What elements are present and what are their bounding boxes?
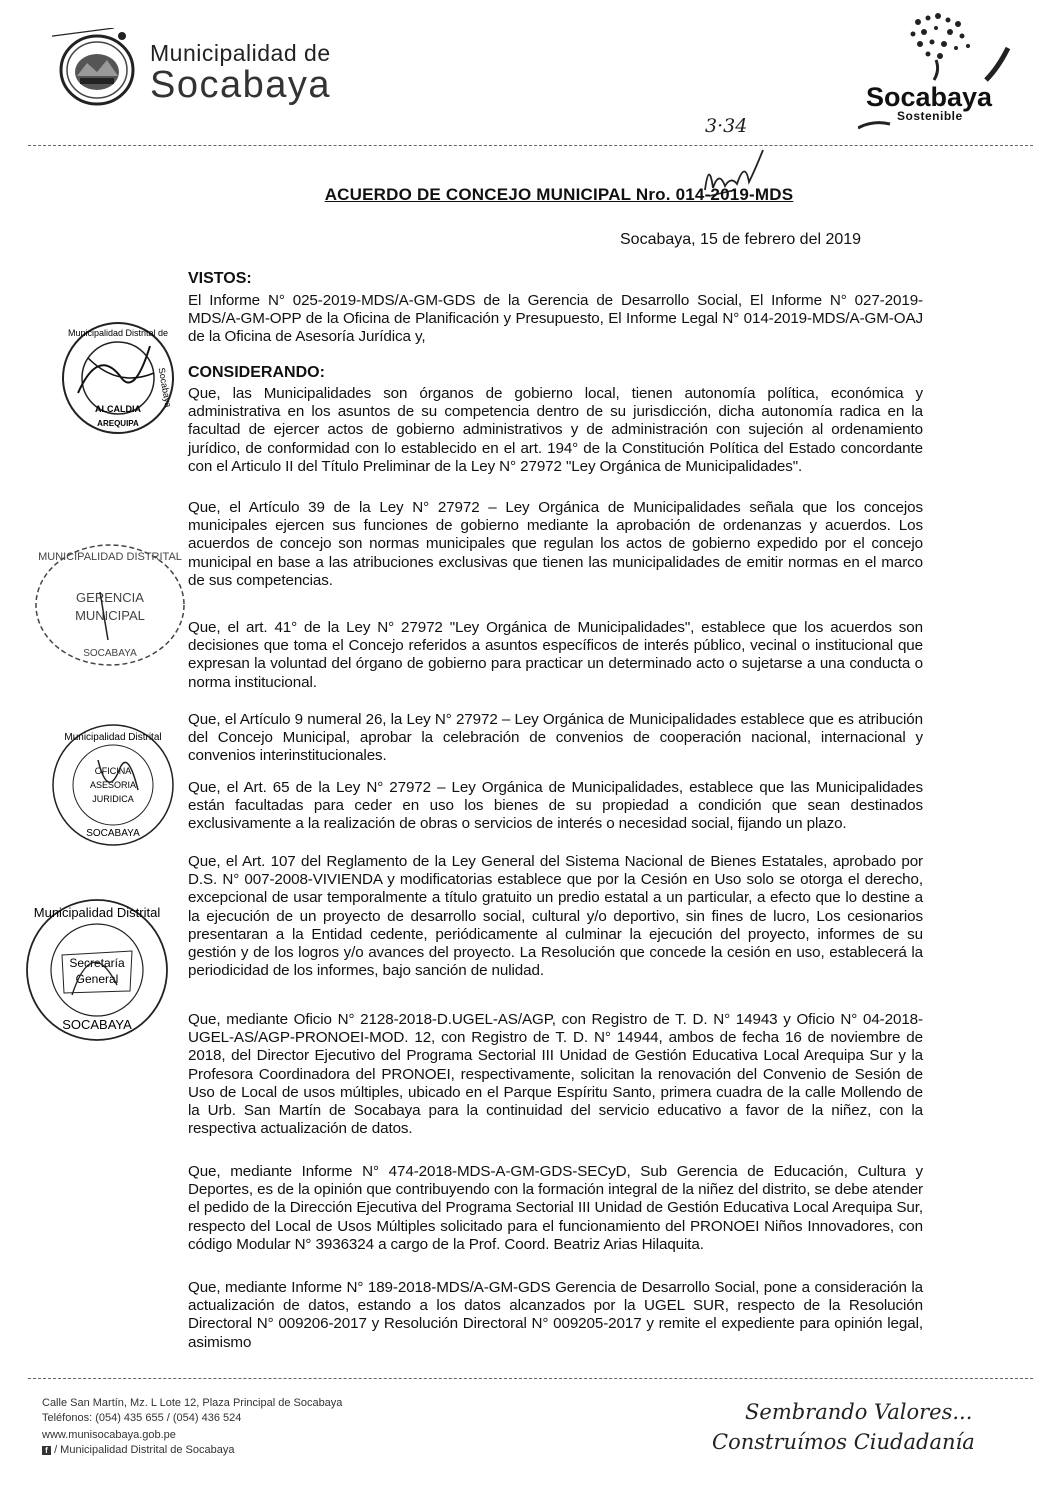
vistos-heading: VISTOS:: [188, 270, 252, 287]
secretaria-general-stamp: [22, 895, 172, 1045]
alcaldia-stamp-ring-text: Municipalidad Distrital de: [67, 328, 169, 338]
alcaldia-stamp-bottom: AREQUIPA: [97, 419, 139, 428]
document-place-date: Socabaya, 15 de febrero del 2019: [620, 231, 862, 248]
gerencia-stamp-center-1: GERENCIA: [76, 590, 144, 605]
footer-address: Calle San Martín, Mz. L Lote 12, Plaza Principal de Socabaya: [42, 1397, 343, 1409]
considerando-heading: CONSIDERANDO:: [188, 364, 325, 381]
considerando-paragraph: Que, las Municipalidades son órganos de gobierno local, tienen autonomía política, económica y administrativa en los asuntos de su competencia dentro de su jurisdicción, dicha autonomía radica en la facultad de ejercer actos de gobierno administrativos y de administración con sujeción al ordenamiento jurídico, de conformidad con lo establecido en el art. 194° de la Constitución Política del Estado concordante con el Articulo II del Título Preliminar de la Ley N° 27972 "Ley Orgánica de Municipalidades".: [188, 385, 923, 475]
municipality-name: Socabaya: [150, 64, 332, 106]
footer-website: www.munisocabaya.gob.pe: [42, 1429, 176, 1441]
asesoria-stamp-center-3: JURIDICA: [92, 794, 134, 804]
municipal-seal-logo: [52, 28, 142, 108]
gerencia-stamp-bottom: SOCABAYA: [83, 648, 137, 659]
secretaria-stamp-center-1: Secretaría: [69, 956, 125, 970]
facebook-icon: f: [42, 1446, 51, 1455]
vistos-text: El Informe N° 025-2019-MDS/A-GM-GDS de la Gerencia de Desarrollo Social, El Informe N° 027-2019-MDS/A-GM-OPP de la Oficina de Planificación y Presupuesto, El Informe Legal N° 014-2019-MDS/A-GM-OAJ de la Oficina de Asesoría Jurídica y,: [188, 292, 923, 346]
gerencia-stamp-ring-text: MUNICIPALIDAD DISTRITAL: [38, 551, 182, 563]
considerando-paragraph: Que, mediante Informe N° 189-2018-MDS/A-GM-GDS Gerencia de Desarrollo Social, pone a consideración la actualización de datos, estando a los datos alcanzados por la UGEL SUR, respecto de la Resolución Directoral N° 009206-2017 y Resolución Directoral N° 009205-2017 y remite el expediente para opinión legal, asimismo: [188, 1279, 923, 1351]
brand-name: Socabaya: [866, 82, 993, 112]
gerencia-municipal-stamp: [30, 540, 190, 670]
considerando-paragraph: Que, mediante Oficio N° 2128-2018-D.UGEL-AS/AGP, con Registro de T. D. N° 14943 y Oficio N° 04-2018-UGEL-AS/AGP-PRONOEI-MOD. 12, con Registro de T. D. N° 14944, ambos de fecha 16 de noviembre de 2018, del Director Ejecutivo del Programa Sectorial III Unidad de Gestión Educativa Local Arequipa Sur y la Profesora Coordinadora del PRONOEI, respectivamente, solicitan la renovación del Convenio de Sesión de Uso de Local de usos múltiples, ubicado en el Parque Espíritu Santo, primera cuadra de la calle Mollendo de la Urb. San Martín de Socabaya para la continuidad del servicio educativo a favor de la niñez, con la respectiva actualización de datos.: [188, 1011, 923, 1138]
asesoria-stamp-center-2: ASESORIA: [89, 780, 137, 790]
footer-divider: [28, 1378, 1033, 1379]
considerando-paragraph: Que, el Artículo 39 de la Ley N° 27972 – Ley Orgánica de Municipalidades señala que los concejos municipales ejercen sus funciones de gobierno mediante la aprobación de ordenanzas y acuerdos. Los acuerdos de concejo son normas municipales que regulan los actos de gobierno expedido por el concejo municipal en base a las atribuciones exclusivas que tienen las municipalidades de emitir normas en el marco de sus competencias.: [188, 499, 923, 589]
alcaldia-stamp-center: ALCALDIA: [95, 404, 141, 414]
secretaria-stamp-ring-text: Municipalidad Distrital: [33, 905, 161, 920]
municipality-prefix: Municipalidad de: [150, 40, 331, 66]
slogan-line-2: Construímos Ciudadanía: [712, 1430, 975, 1454]
document-title: ACUERDO DE CONCEJO MUNICIPAL Nro. 014-2019-MDS: [324, 185, 794, 204]
handwritten-folio-number: 3·34: [705, 115, 748, 137]
asesoria-stamp-bottom: SOCABAYA: [86, 828, 140, 839]
header-divider: [28, 145, 1033, 146]
secretaria-stamp-bottom: SOCABAYA: [62, 1017, 132, 1032]
footer-phones: Teléfonos: (054) 435 655 / (054) 436 524: [42, 1412, 242, 1424]
considerando-paragraph: Que, el art. 41° de la Ley N° 27972 "Ley Orgánica de Municipalidades", establece que los acuerdos son decisiones que toma el Concejo referidos a asuntos específicos de interés público, vecinal o institucional que expresan la voluntad del órgano de gobierno para practicar un determinado acto o sujetarse a una conducta o norma institucional.: [188, 619, 923, 691]
considerando-paragraph: Que, mediante Informe N° 474-2018-MDS-A-GM-GDS-SECyD, Sub Gerencia de Educación, Cultura y Deportes, es de la opinión que contribuyendo con la formación integral de la niñez del distrito, se debe atender el pedido de la Dirección Ejecutiva del Programa Sectorial III Unidad de Gestión Educativa Local Arequipa Sur, respecto del Local de Usos Múltiples solicitado para el funcionamiento del PRONOEI Niños Innovadores, con código Modular N° 3936324 a cargo de la Prof. Coord. Beatriz Arias Hilaquita.: [188, 1163, 923, 1253]
slogan-line-1: Sembrando Valores...: [745, 1400, 973, 1424]
considerando-paragraph: Que, el Artículo 9 numeral 26, la Ley N° 27972 – Ley Orgánica de Municipalidades establece que es atribución del Concejo Municipal, aprobar la celebración de convenios de cooperación nacional, internacional y convenios interinstitucionales.: [188, 711, 923, 765]
gerencia-stamp-center-2: MUNICIPAL: [75, 608, 145, 623]
asesoria-stamp-ring-text: Municipalidad Distrital: [64, 732, 162, 743]
brand-tagline: Sostenible: [897, 109, 963, 123]
footer-social-text: / Municipalidad Distrital de Socabaya: [54, 1444, 235, 1456]
alcaldia-stamp-ring-right: Socabaya: [156, 366, 174, 409]
asesoria-stamp-center-1: OFICINA: [94, 766, 132, 776]
considerando-paragraph: Que, el Art. 65 de la Ley N° 27972 – Ley Orgánica de Municipalidades, establece que las Municipalidades están facultadas para ceder en uso los bienes de su propiedad a condición que sean destinados exclusivamente a la realización de obras o servicios de interés o necesidad social, fijando un plazo.: [188, 779, 923, 833]
asesoria-juridica-stamp: [48, 720, 178, 850]
footer-social: [42, 1444, 234, 1456]
alcaldia-stamp: [58, 318, 178, 438]
considerando-paragraph: Que, el Art. 107 del Reglamento de la Ley General del Sistema Nacional de Bienes Estatales, aprobado por D.S. N° 007-2008-VIVIENDA y modificatorias establece que por la Cesión en Uso solo se otorga el derecho, excepcional de usar temporalmente a título gratuito un predio estatal a un particular, a efecto que lo destine a la ejecución de un proyecto de desarrollo social, cultural y/o deportivo, sin fines de lucro, Los cesionarios presentaran a la Entidad cedente, periódicamente al culminar la ejecución del proyecto, informes de su gestión y de los logros y/o avances del proyecto. La Resolución que concede la cesión en uso, establecerá la periodicidad de los informes, bajo sanción de nulidad.: [188, 853, 923, 980]
secretaria-stamp-center-2: General: [75, 972, 119, 986]
